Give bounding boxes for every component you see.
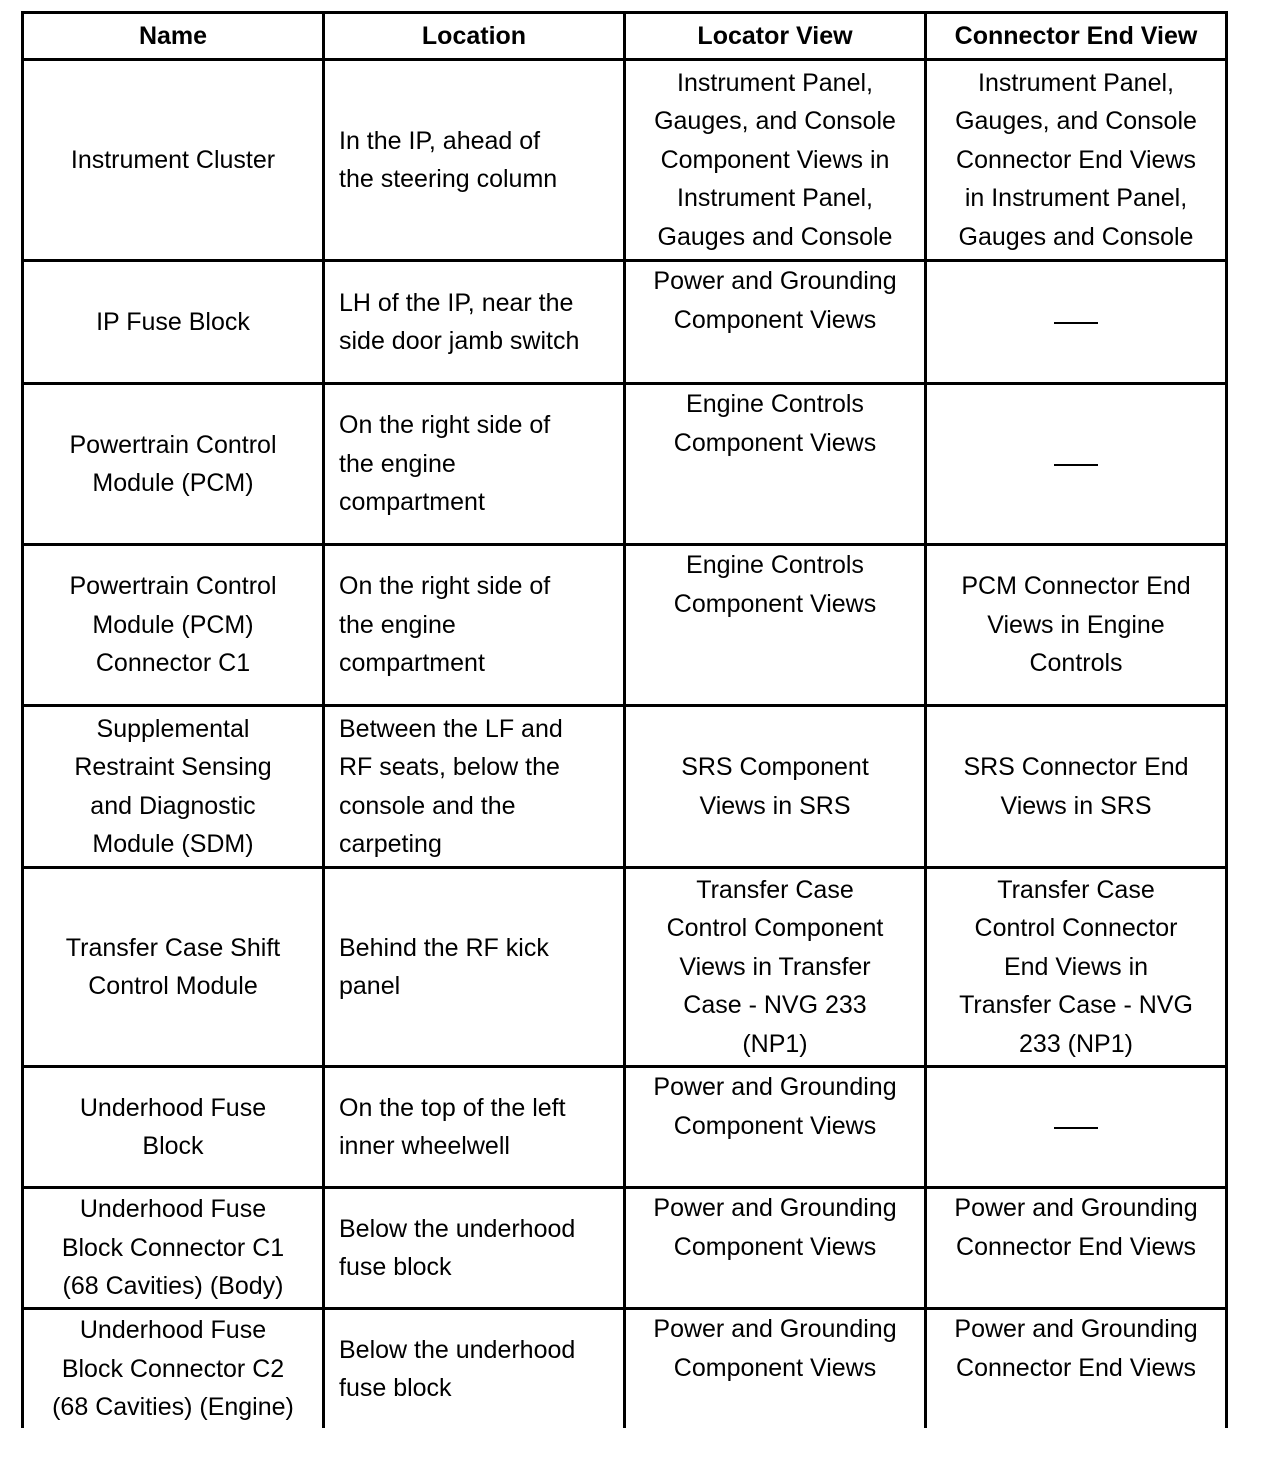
cell-locator-view <box>625 384 926 545</box>
name-text: Underhood Fuse Block <box>79 1093 267 1160</box>
cell-connector-end-view <box>926 384 1227 545</box>
cell-location <box>324 706 625 868</box>
header-location: Location <box>324 13 625 60</box>
empty-dash <box>1054 322 1098 324</box>
cell-connector-end-view <box>926 60 1227 261</box>
cell-name <box>23 261 324 384</box>
cell-name <box>23 868 324 1067</box>
table-row <box>23 384 1227 545</box>
locator-view-text: SRS Component Views in SRS <box>681 753 869 820</box>
name-text: Powertrain Control Module (PCM) Connector C1 <box>69 572 277 678</box>
table-row <box>23 1309 1227 1429</box>
cell-connector-end-view <box>926 1067 1227 1188</box>
name-text: Supplemental Restraint Sensing and Diagnostic Module (SDM) <box>74 714 272 858</box>
locator-view-text: Power and Grounding Component Views <box>653 267 897 334</box>
table-row <box>23 1188 1227 1309</box>
cell-name <box>23 384 324 545</box>
location-text: On the right side of the engine compartment <box>339 572 551 678</box>
location-text: Below the underhood fuse block <box>339 1214 576 1281</box>
cell-locator-view <box>625 1309 926 1429</box>
cell-locator-view <box>625 545 926 706</box>
connector-end-view-text: PCM Connector End Views in Engine Controls <box>961 572 1191 678</box>
name-text: Powertrain Control Module (PCM) <box>69 430 277 497</box>
locator-view-text: Engine Controls Component Views <box>673 390 877 457</box>
name-text: Underhood Fuse Block Connector C2 (68 Cavities) (Engine) <box>52 1316 294 1422</box>
header-connector-end-view: Connector End View <box>926 13 1227 60</box>
name-text: IP Fuse Block <box>96 307 250 336</box>
header-locator-view: Locator View <box>625 13 926 60</box>
cell-locator-view <box>625 868 926 1067</box>
table-row <box>23 868 1227 1067</box>
name-text: Transfer Case Shift Control Module <box>65 933 281 1000</box>
cell-name <box>23 1309 324 1429</box>
cell-connector-end-view <box>926 261 1227 384</box>
cell-location <box>324 1067 625 1188</box>
component-locator-table <box>21 11 1228 1428</box>
cell-name <box>23 1067 324 1188</box>
cell-locator-view <box>625 706 926 868</box>
table-row <box>23 261 1227 384</box>
cell-connector-end-view <box>926 1309 1227 1429</box>
cell-location <box>324 1188 625 1309</box>
cell-connector-end-view <box>926 868 1227 1067</box>
cell-name <box>23 706 324 868</box>
cell-locator-view <box>625 1188 926 1309</box>
component-locator-table-container <box>21 11 1225 1428</box>
empty-dash <box>1054 464 1098 466</box>
name-text: Underhood Fuse Block Connector C1 (68 Cavities) (Body) <box>61 1195 285 1301</box>
locator-view-text: Engine Controls Component Views <box>673 551 877 618</box>
cell-locator-view <box>625 1067 926 1188</box>
connector-end-view-text: Instrument Panel, Gauges, and Console Connector End Views in Instrument Panel, Gauges and Console <box>955 68 1197 251</box>
locator-view-text: Power and Grounding Component Views <box>653 1194 897 1261</box>
cell-name <box>23 545 324 706</box>
cell-location <box>324 545 625 706</box>
connector-end-view-text: Power and Grounding Connector End Views <box>954 1194 1198 1261</box>
location-text: On the top of the left inner wheelwell <box>339 1093 566 1160</box>
location-text: LH of the IP, near the side door jamb switch <box>339 288 580 355</box>
cell-locator-view <box>625 60 926 261</box>
locator-view-text: Transfer Case Control Component Views in Transfer Case - NVG 233 (NP1) <box>666 875 884 1058</box>
cell-location <box>324 1309 625 1429</box>
location-text: On the right side of the engine compartment <box>339 411 551 517</box>
connector-end-view-text: Transfer Case Control Connector End Views in Transfer Case - NVG 233 (NP1) <box>959 875 1193 1058</box>
cell-name <box>23 1188 324 1309</box>
cell-connector-end-view <box>926 706 1227 868</box>
header-name: Name <box>23 13 324 60</box>
table-row <box>23 60 1227 261</box>
cell-location <box>324 868 625 1067</box>
location-text: Between the LF and RF seats, below the console and the carpeting <box>339 714 563 858</box>
location-text: Below the underhood fuse block <box>339 1335 576 1402</box>
table-row <box>23 706 1227 868</box>
table-row <box>23 545 1227 706</box>
locator-view-text: Instrument Panel, Gauges, and Console Component Views in Instrument Panel, Gauges and Console <box>654 68 896 251</box>
table-header-row <box>23 13 1227 60</box>
cell-name <box>23 60 324 261</box>
connector-end-view-text: SRS Connector End Views in SRS <box>963 753 1189 820</box>
table-row <box>23 1067 1227 1188</box>
empty-dash <box>1054 1127 1098 1129</box>
cell-connector-end-view <box>926 1188 1227 1309</box>
connector-end-view-text: Power and Grounding Connector End Views <box>954 1315 1198 1382</box>
locator-view-text: Power and Grounding Component Views <box>653 1315 897 1382</box>
location-text: In the IP, ahead of the steering column <box>339 126 558 193</box>
cell-connector-end-view <box>926 545 1227 706</box>
cell-location <box>324 384 625 545</box>
locator-view-text: Power and Grounding Component Views <box>653 1073 897 1140</box>
cell-location <box>324 261 625 384</box>
location-text: Behind the RF kick panel <box>339 933 549 1000</box>
cell-locator-view <box>625 261 926 384</box>
cell-location <box>324 60 625 261</box>
name-text: Instrument Cluster <box>70 145 276 174</box>
